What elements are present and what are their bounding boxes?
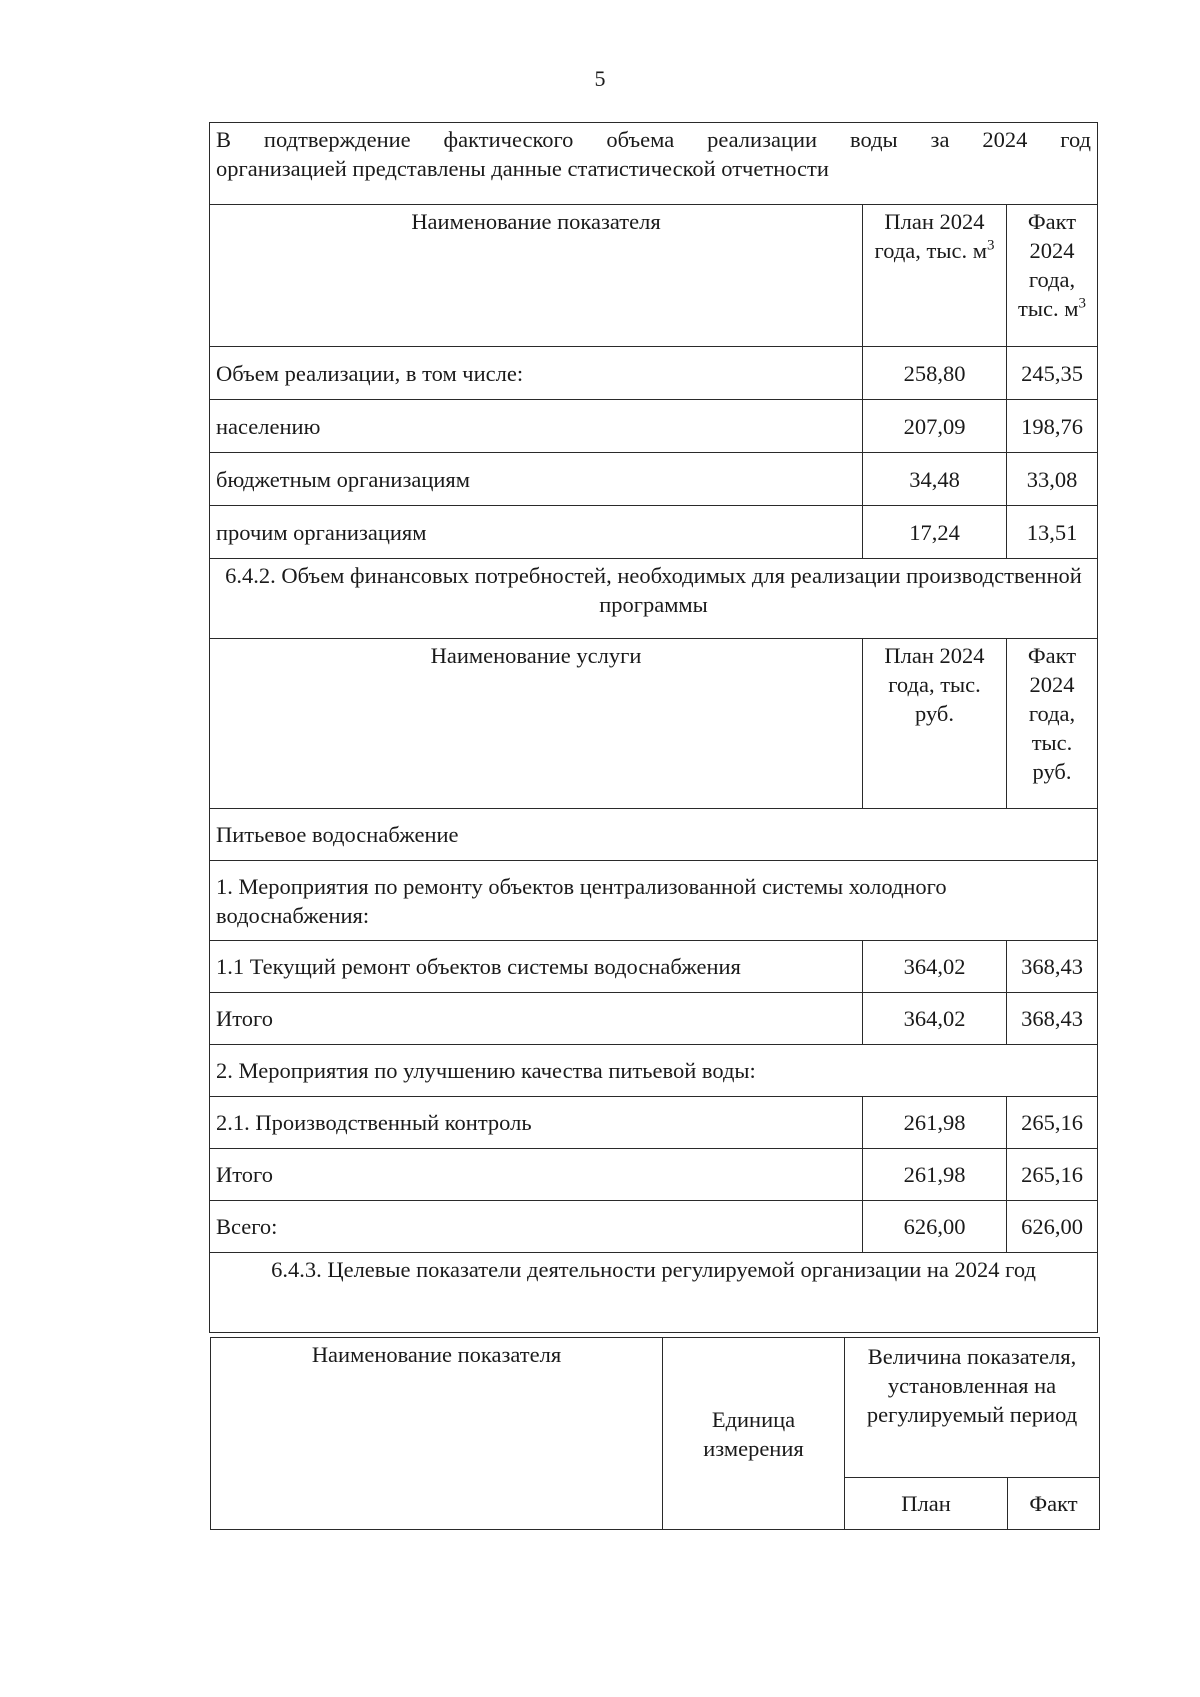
plan-value: 364,02 — [863, 941, 1007, 993]
fact-value: 13,51 — [1007, 506, 1098, 559]
intro-row — [210, 123, 1098, 205]
unit-power: 3 — [1078, 295, 1086, 312]
group-title: 1. Мероприятия по ремонту объектов централизованной системы холодного водоснабжения: — [210, 861, 1098, 941]
table-row — [210, 1097, 1098, 1149]
page-number: 5 — [594, 66, 606, 91]
fact-value: 265,16 — [1007, 1097, 1098, 1149]
table-row — [210, 506, 1098, 559]
intro-line-2: организацией представлены данные статистической отчетности — [216, 156, 829, 181]
unit-power: 3 — [986, 237, 995, 254]
table-row — [210, 941, 1098, 993]
fact-value: 626,00 — [1007, 1201, 1098, 1253]
plan-value: 258,80 — [863, 347, 1007, 400]
table-row — [210, 400, 1098, 453]
row-label: бюджетным организациям — [210, 453, 863, 506]
targets-header-row — [211, 1338, 1100, 1478]
plan-value: 207,09 — [863, 400, 1007, 453]
finance-header-row — [210, 639, 1098, 809]
fact-value: 265,16 — [1007, 1149, 1098, 1201]
section-title-row — [210, 559, 1098, 639]
row-label: Итого — [210, 993, 863, 1045]
fact-header-text: Факт 2024 года, тыс. м — [1018, 209, 1079, 321]
plan-value: 261,98 — [863, 1149, 1007, 1201]
plan-value: 364,02 — [863, 993, 1007, 1045]
fact-value: 198,76 — [1007, 400, 1098, 453]
category-label: Питьевое водоснабжение — [210, 809, 1098, 861]
plan-header-text: План 2024 года, тыс. м — [874, 209, 987, 263]
plan-value: 626,00 — [863, 1201, 1007, 1253]
group-title: 2. Мероприятия по улучшению качества питьевой воды: — [210, 1045, 1098, 1097]
row-label: 2.1. Производственный контроль — [210, 1097, 863, 1149]
column-header-plan — [863, 205, 1007, 347]
row-label: населению — [210, 400, 863, 453]
grand-total-row — [210, 1201, 1098, 1253]
column-header-name: Наименование показателя — [211, 1338, 663, 1530]
section-title-row — [210, 1253, 1098, 1333]
fact-value: 245,35 — [1007, 347, 1098, 400]
row-label: Итого — [210, 1149, 863, 1201]
volume-header-row — [210, 205, 1098, 347]
row-label: прочим организациям — [210, 506, 863, 559]
plan-value: 261,98 — [863, 1097, 1007, 1149]
column-header-fact: Факт — [1008, 1478, 1100, 1530]
intro-text — [210, 123, 1098, 205]
subtotal-row — [210, 1149, 1098, 1201]
plan-value: 17,24 — [863, 506, 1007, 559]
column-header-plan: План 2024 года, тыс. руб. — [863, 639, 1007, 809]
column-header-unit: Единица измерения — [663, 1338, 845, 1530]
targets-section-title: 6.4.3. Целевые показатели деятельности регулируемой организации на 2024 год — [210, 1253, 1098, 1333]
column-header-fact: Факт 2024 года, тыс. руб. — [1007, 639, 1098, 809]
column-header-fact — [1007, 205, 1098, 347]
fact-value: 368,43 — [1007, 941, 1098, 993]
column-header-value: Величина показателя, установленная на регулируемый период — [845, 1338, 1100, 1478]
fact-value: 33,08 — [1007, 453, 1098, 506]
row-label: Всего: — [210, 1201, 863, 1253]
group-title-row — [210, 1045, 1098, 1097]
table-row — [210, 453, 1098, 506]
column-header-plan: План — [845, 1478, 1008, 1530]
column-header-name: Наименование показателя — [210, 205, 863, 347]
row-label: Объем реализации, в том числе: — [210, 347, 863, 400]
intro-line-1: В подтверждение фактического объема реализации воды за 2024 год — [216, 127, 1091, 152]
finance-section-title: 6.4.2. Объем финансовых потребностей, необходимых для реализации производственной программы — [210, 559, 1098, 639]
plan-value: 34,48 — [863, 453, 1007, 506]
fact-value: 368,43 — [1007, 993, 1098, 1045]
row-label: 1.1 Текущий ремонт объектов системы водоснабжения — [210, 941, 863, 993]
category-row — [210, 809, 1098, 861]
subtotal-row — [210, 993, 1098, 1045]
column-header-name: Наименование услуги — [210, 639, 863, 809]
targets-header-table — [210, 1337, 1100, 1530]
table-row — [210, 347, 1098, 400]
group-title-row — [210, 861, 1098, 941]
report-table — [209, 122, 1098, 1333]
